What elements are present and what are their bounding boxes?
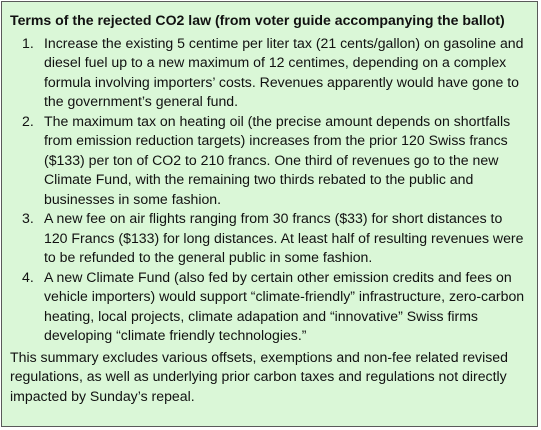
item-number: 1.	[22, 34, 34, 51]
box-title: Terms of the rejected CO2 law (from voter guide accompanying the ballot)	[10, 12, 505, 28]
item-number: 3.	[22, 210, 34, 226]
summary-paragraph: This summary excludes various offsets, exemptions and non-fee related revised regulations, as well as underlying prior carbon taxes and regulations not directly impacted by Sunday’s repeal.	[10, 348, 508, 404]
item-text: A new fee on air flights ranging from 30 francs ($33) for short distances to 120 Francs ($133) for long distances. At least half of resulting revenues were to be refunded to the general public in some fashion.	[44, 210, 524, 265]
terms-list	[10, 34, 529, 346]
list-item	[10, 268, 529, 346]
list-item	[10, 34, 529, 112]
item-number: 4.	[22, 268, 34, 285]
item-text: Increase the existing 5 centime per liter tax (21 cents/gallon) on gasoline and diesel fuel up to a new maximum of 12 centimes, depending on a complex formula involving importers’ costs. Revenues apparently would have gone to the government’s general fund.	[44, 34, 524, 109]
item-text: The maximum tax on heating oil (the precise amount depends on shortfalls from emission reduction targets) increases from the prior 120 Swiss francs ($133) per ton of CO2 to 210 francs. One third of revenues go to the new Climate Fund, with the remaining two thirds rebated to the public and businesses in some fashion.	[44, 112, 511, 207]
list-item	[10, 112, 529, 210]
item-number: 2.	[22, 112, 34, 129]
list-item	[10, 209, 529, 268]
item-text: A new Climate Fund (also fed by certain other emission credits and fees on vehicle importers) would support “climate-friendly” infrastructure, zero-carbon heating, local projects, climate adapation and “innovative” Swiss firms developing “climate friendly technologies.”	[44, 268, 525, 343]
text-box	[1, 1, 538, 427]
